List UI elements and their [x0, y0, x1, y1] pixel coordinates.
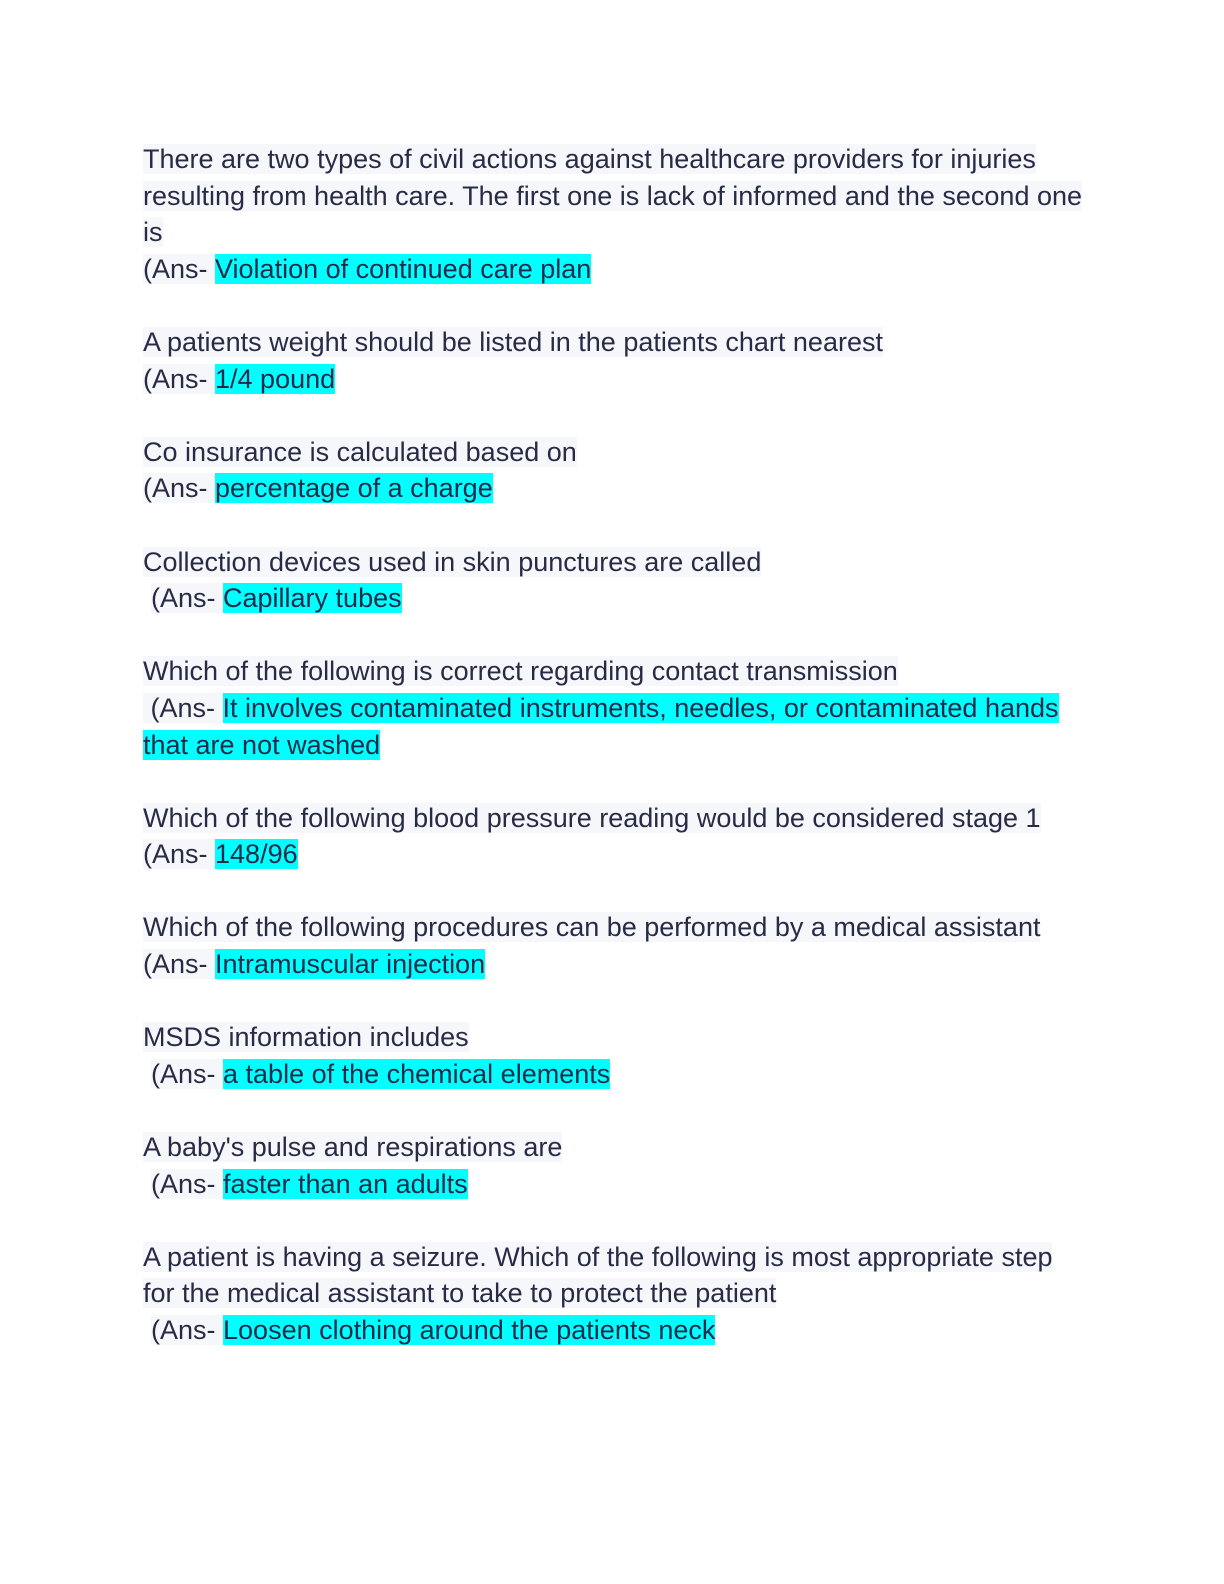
answer-line [143, 690, 1083, 763]
answer-text: It involves contaminated instruments, needles, or contaminated hands that are not washed [143, 692, 1059, 760]
question-line [143, 800, 1083, 837]
answer-prefix: (Ans- [143, 839, 216, 870]
question-text: A baby's pulse and respirations are [143, 1132, 563, 1163]
answer-line [143, 1166, 1083, 1203]
qa-item-9 [143, 1129, 1083, 1202]
question-line [143, 544, 1083, 581]
question-line [143, 1239, 1083, 1312]
answer-prefix: (Ans- [143, 253, 216, 284]
answer-line [143, 580, 1083, 617]
qa-item-6 [143, 800, 1083, 873]
qa-item-5 [143, 653, 1083, 763]
qa-item-2 [143, 324, 1083, 397]
question-text: Which of the following is correct regarding contact transmission [143, 656, 898, 687]
answer-text: percentage of a charge [215, 473, 493, 504]
answer-text: 148/96 [215, 839, 298, 870]
answer-prefix: (Ans- [151, 1315, 224, 1345]
question-line [143, 324, 1083, 361]
question-text: Co insurance is calculated based on [143, 436, 577, 467]
answer-prefix: (Ans- [143, 949, 216, 980]
question-line [143, 1129, 1083, 1166]
answer-line [143, 1312, 1083, 1349]
question-text: There are two types of civil actions against healthcare providers for injuries resulting from health care. The first one is lack of informed and the second one is [143, 144, 1083, 248]
qa-item-3 [143, 434, 1083, 507]
answer-line [143, 1056, 1083, 1093]
question-line [143, 141, 1083, 251]
answer-text: Capillary tubes [223, 583, 402, 614]
question-line [143, 434, 1083, 471]
question-text: Which of the following blood pressure reading would be considered stage 1 [143, 802, 1041, 833]
question-text: Which of the following procedures can be performed by a medical assistant [143, 912, 1041, 943]
qa-item-7 [143, 909, 1083, 982]
question-text: MSDS information includes [143, 1022, 469, 1053]
answer-prefix: (Ans- [151, 583, 224, 614]
qa-list [143, 141, 1083, 1385]
question-text: Collection devices used in skin punctures are called [143, 546, 762, 577]
qa-item-8 [143, 1019, 1083, 1092]
answer-line [143, 251, 1083, 288]
question-line [143, 909, 1083, 946]
qa-item-1 [143, 141, 1083, 287]
answer-line [143, 470, 1083, 507]
question-line [143, 1019, 1083, 1056]
answer-text: 1/4 pound [215, 363, 336, 394]
qa-item-4 [143, 544, 1083, 617]
answer-prefix: (Ans- [143, 693, 223, 723]
answer-text: Violation of continued care plan [215, 253, 592, 284]
answer-line [143, 361, 1083, 398]
answer-prefix: (Ans- [143, 473, 216, 504]
answer-line [143, 946, 1083, 983]
answer-text: Intramuscular injection [215, 949, 486, 980]
answer-prefix: (Ans- [151, 1058, 224, 1089]
qa-item-10 [143, 1239, 1083, 1349]
answer-text: Loosen clothing around the patients neck [223, 1315, 716, 1345]
question-text: A patient is having a seizure. Which of the following is most appropriate step for the medical assistant to take to protect the patient [143, 1241, 1053, 1309]
answer-prefix: (Ans- [151, 1168, 224, 1199]
answer-text: faster than an adults [223, 1168, 468, 1199]
question-text: A patients weight should be listed in the patients chart nearest [143, 326, 883, 357]
answer-prefix: (Ans- [143, 363, 216, 394]
answer-text: a table of the chemical elements [223, 1058, 611, 1089]
answer-line [143, 836, 1083, 873]
question-line [143, 653, 1083, 690]
